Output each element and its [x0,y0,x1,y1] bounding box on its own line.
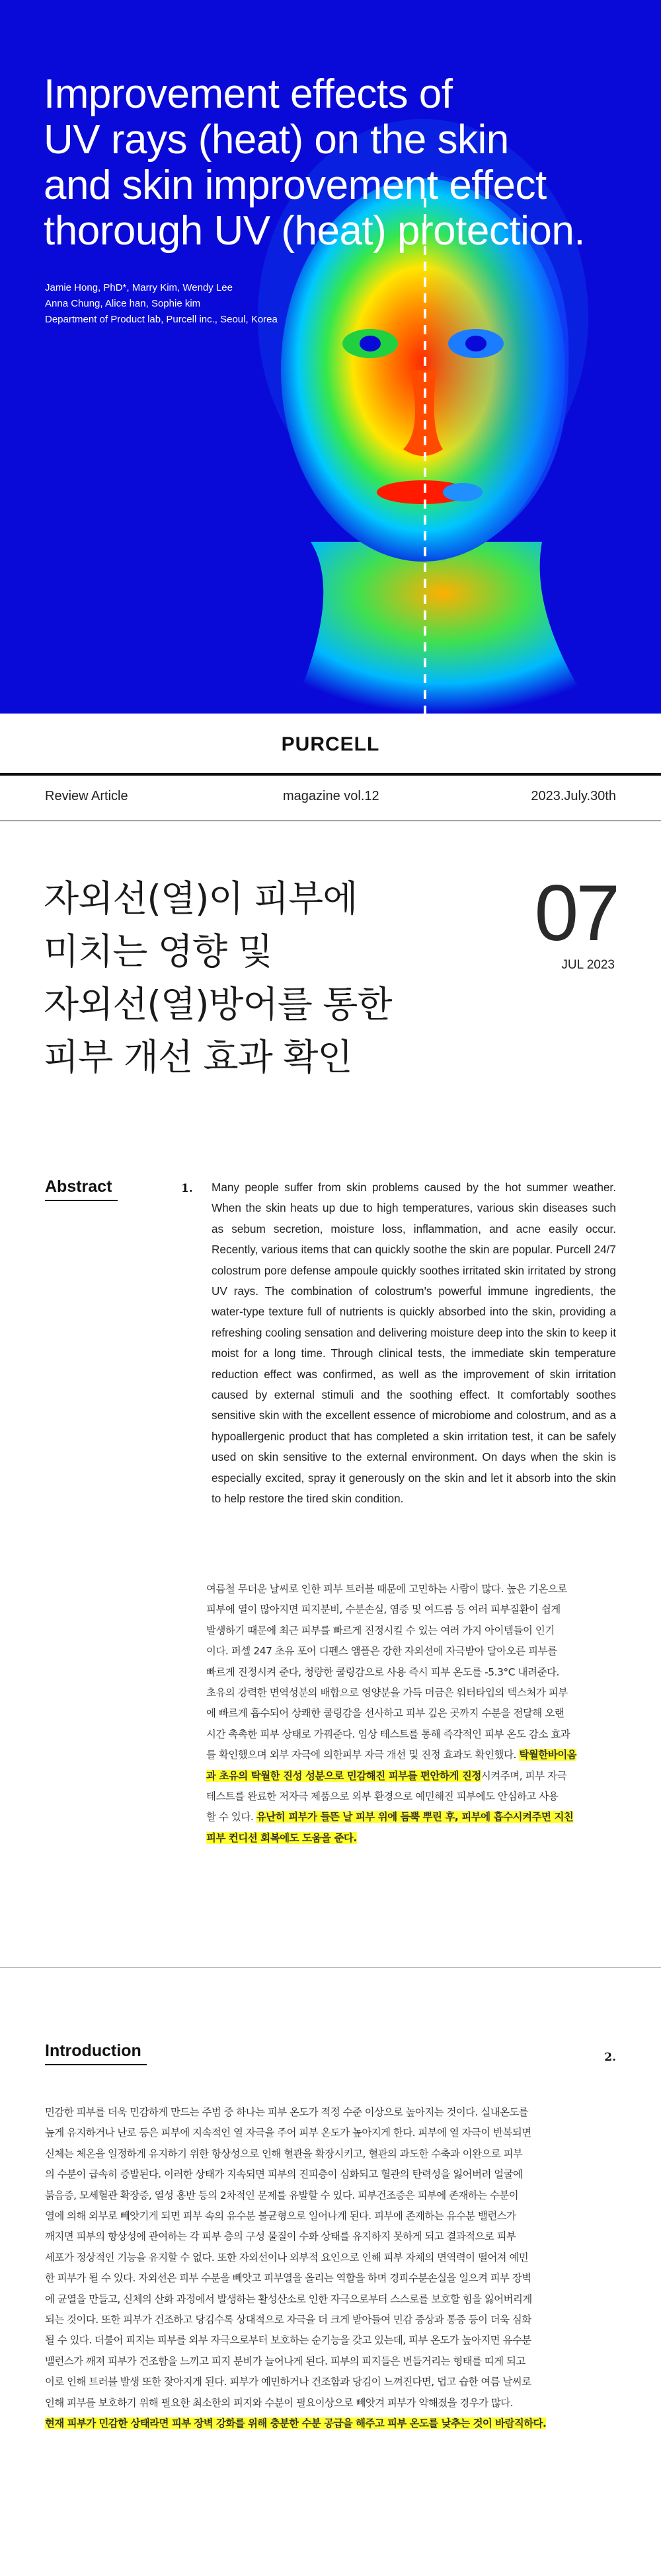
brand-bar [0,714,661,776]
korean-title [44,872,467,1084]
article-type: Review Article [45,789,128,803]
hero-title [44,71,639,254]
introduction-heading [45,2042,141,2061]
abstract-korean-line [206,1828,616,1849]
author-line: Jamie Hong, PhD*, Marry Kim, Wendy Lee [45,282,233,293]
article-meta-bar [0,776,661,822]
magazine-volume: magazine vol.12 [283,789,379,803]
issue-number: 07 [534,869,617,957]
author-affiliation: Department of Product lab, Purcell inc., Seoul, Korea [45,314,278,325]
introduction-text [45,2102,617,2435]
introduction-line [45,2413,617,2434]
korean-title-line: 자외선(열)방어를 통한 [44,983,392,1025]
introduction-line: 세포가 정상적인 기능을 유지할 수 없다. 또한 자외선이나 외부적 요인으로 인해 피부 자체의 면역력이 떨어져 예민 [45,2251,529,2263]
korean-title-line: 미치는 영향 및 [44,930,272,973]
abstract-korean-line: 시간 촉촉한 피부 상태로 가꿔준다. 임상 테스트를 통해 즉각적인 피부 온도 감소 효과 [206,1728,570,1740]
abstract-korean-line [206,1766,616,1786]
hero-title-line: thorough UV (heat) protection. [44,208,586,254]
abstract-korean-segment: 를 확인했으며 외부 자극에 의한피부 자극 개선 및 진정 효과도 확인했다. [206,1749,520,1761]
introduction-line: 열에 의해 외부로 빼앗기게 되면 피부 속의 유수분 불균형으로 일어나게 된다. 피부에 존재하는 유수분 밸런스가 [45,2210,516,2223]
highlighted-text: 현재 피부가 민감한 상태라면 피부 장벽 강화를 위해 충분한 수분 공급을 해주고 피부 온도를 낮추는 것이 바람직하다. [45,2417,547,2430]
introduction-line: 이로 인해 트러블 발생 또한 잦아지게 된다. 피부가 예민하거나 건조함과 당김이 느껴진다면, 덥고 습한 여름 날씨로 [45,2376,531,2388]
abstract-korean-segment: 할 수 있다. [206,1811,256,1823]
abstract-heading-underline [45,1200,118,1201]
publish-date: 2023.July.30th [531,789,616,803]
hero-title-line: and skin improvement effect [44,163,547,208]
author-list [45,280,278,328]
highlighted-text: 피부 컨디션 회복에도 도움을 준다. [206,1831,357,1844]
introduction-line: 인해 피부를 보호하기 위해 필요한 최소한의 피지와 수분이 필요이상으로 빼앗겨 피부가 약해졌을 경우가 많다. [45,2396,514,2409]
highlighted-text: 탁월한바이옴 [519,1749,577,1761]
abstract-korean-line: 발생하기 때문에 최근 피부를 빠르게 진정시킬 수 있는 여러 가지 아이템들이 인기 [206,1624,555,1637]
section-divider [0,1967,661,1968]
introduction-line: 신체는 체온을 일정하게 유지하기 위한 항상성으로 인해 혈관을 확장시키고, 혈관의 과도한 수축과 이완으로 피부 [45,2147,523,2160]
introduction-line: 의 수분이 급속히 증발된다. 이러한 상태가 지속되면 피부의 진피층이 심화되고 혈관의 탄력성을 잃어버려 얼굴에 [45,2168,523,2181]
abstract-korean-line [206,1745,616,1765]
abstract-number: 1. [181,1182,193,1195]
abstract-korean-line: 피부에 열이 많아지면 피지분비, 수분손실, 염증 및 여드름 등 여러 피부질환이 쉽게 [206,1603,561,1616]
brand-logo: PURCELL [281,733,380,755]
introduction-line: 깨지면 피부의 항상성에 관여하는 각 피부 층의 구성 물질이 수화 상태를 유지하지 못하게 되고 결과적으로 피부 [45,2230,516,2243]
highlighted-text: 과 초유의 탁월한 진성 성분으로 민감해진 피부를 편안하게 진정 [206,1769,481,1782]
introduction-line: 밸런스가 깨져 피부가 건조함을 느끼고 피지 분비가 늘어나게 된다. 피부의 피지들은 번들거리는 형태를 띠게 되고 [45,2355,525,2367]
abstract-heading-text: Abstract [45,1177,112,1196]
introduction-line: 될 수 있다. 더불어 피지는 피부를 외부 자극으로부터 보호하는 순기능을 갖고 있는데, 피부 온도가 높아지면 유수분 [45,2334,531,2347]
abstract-korean-line: 테스트를 완료한 저자극 제품으로 외부 환경으로 예민해진 피부에도 안심하고 사용 [206,1790,559,1803]
hero-title-line: UV rays (heat) on the skin [44,117,509,163]
introduction-line: 되는 것이다. 또한 피부가 건조하고 당김수록 상대적으로 자극을 더 크게 받아들여 민감 증상과 통증 등이 더욱 심화 [45,2314,531,2326]
introduction-line: 에 균열을 만들고, 신체의 산화 과정에서 발생하는 활성산소로 인한 자극으로부터 스스로를 보호할 힘을 잃어버리게 [45,2293,532,2305]
abstract-korean-line [206,1807,616,1827]
introduction-line: 민감한 피부를 더욱 민감하게 만드는 주범 중 하나는 피부 온도가 적정 수준 이상으로 높아지는 것이다. 실내온도를 [45,2106,529,2118]
abstract-korean-line: 초유의 강력한 면역성분의 배합으로 영양분을 가득 머금은 워터타입의 텍스처가 피부 [206,1687,568,1699]
introduction-heading-text: Introduction [45,2042,141,2060]
korean-title-line: 자외선(열)이 피부에 [44,877,358,920]
abstract-korean-line: 여름철 무더운 날씨로 인한 피부 트러블 때문에 고민하는 사람이 많다. 높은 기온으로 [206,1583,567,1595]
introduction-line: 붉음증, 모세혈관 확장증, 열성 홍반 등의 2차적인 문제를 유발할 수 있다. 피부건조증은 피부에 존재하는 수분이 [45,2189,519,2201]
abstract-korean-text [206,1579,616,1849]
introduction-line: 높게 유지하거나 난로 등은 피부에 지속적인 열 자극을 주어 피부 온도가 높아지게 한다. 피부에 열 자극이 반복되면 [45,2127,531,2139]
abstract-korean-line: 이다. 퍼셀 247 초유 포어 디펜스 앰플은 강한 자외선에 자극받아 달아오른 피부를 [206,1645,557,1658]
abstract-english-text: Many people suffer from skin problems caused by the hot summer weather. When the skin heats up due to high temperatures, various skin diseases such as sebum secretion, moisture loss, inflammation, and acne easily occur. Recently, various items that can quickly soothe the skin are popular. Purcell 24/7 colostrum pore defense ampoule quickly soothes irritated skin irritated by strong UV rays. The combination of colostrum's powerful immune ingredients, the water-type texture full of nutrients is quickly absorbed into the skin, providing a refreshing cooling sensation and delivering moisture deep into the skin to keep it moist for a long time. Through clinical tests, the immediate skin temperature reduction effect was confirmed, as well as the improvement of skin irritation caused by external stimuli and the soothing effect. It comfortably soothes sensitive skin with the excellent essence of microbiome and colostrum, and as a hypoallergenic product that has completed a skin irritation test, it can be safely used on skin sensitive to the external environment. On days when the skin is especially excited, spray it generously on the skin and let it absorb into the skin to help restore the tired skin condition. [212,1181,616,1506]
issue-date: JUL 2023 [561,958,615,972]
introduction-heading-underline [45,2064,147,2065]
abstract-korean-line: 에 빠르게 흡수되어 상쾌한 쿨링감을 선사하고 피부 깊은 곳까지 수분을 전달해 오랜 [206,1707,564,1720]
highlighted-text: 유난히 피부가 들뜬 날 피부 위에 듬뿍 뿌린 후, 피부에 흡수시켜주면 지친 [256,1811,574,1823]
introduction-line: 한 피부가 될 수 있다. 자외선은 피부 수분을 빼앗고 피부열을 올리는 역할을 하며 경피수분손실을 일으켜 피부 장벽 [45,2272,531,2285]
author-line: Anna Chung, Alice han, Sophie kim [45,298,201,309]
korean-title-line: 피부 개선 효과 확인 [44,1036,352,1078]
abstract-heading [45,1177,112,1196]
abstract-korean-line: 빠르게 진정시켜 준다, 청량한 쿨링감으로 사용 즉시 피부 온도를 -5.3°C 내려준다. [206,1666,559,1678]
hero-banner [0,0,661,714]
abstract-korean-segment: 시켜주며, 피부 자극 [481,1769,567,1782]
introduction-number: 2. [604,2051,616,2064]
hero-title-line: Improvement effects of [44,71,453,117]
